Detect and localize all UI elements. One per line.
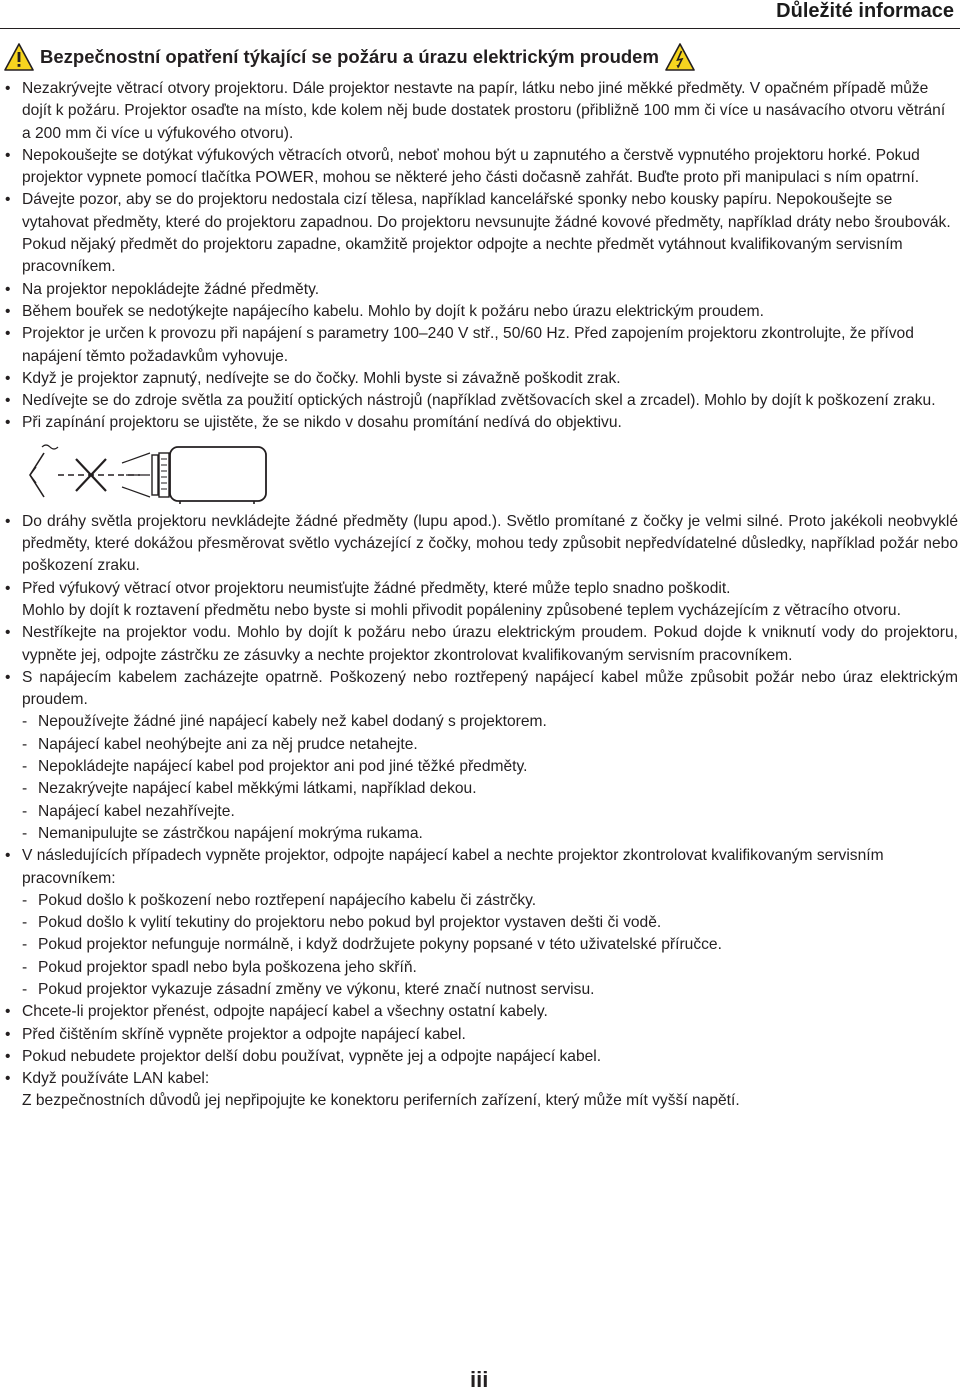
sub-list-item: - Pokud projektor nefunguje normálně, i když dodržujete pokyny popsané v této uživatelské příručce.: [22, 936, 722, 954]
sub-list-item: - Pokud došlo k poškození nebo roztřepení napájecího kabelu či zástrčky.: [22, 891, 537, 909]
page-header-title: Důležité informace: [776, 0, 954, 22]
sub-list-item: - Nepoužívejte žádné jiné napájecí kabely než kabel dodaný s projektorem.: [22, 713, 547, 731]
list-item: • Když používáte LAN kabel:: [0, 1068, 958, 1090]
sub-list-item: - Napájecí kabel neohýbejte ani za něj prudce netahejte.: [22, 735, 418, 753]
list-item: • Když je projektor zapnutý, nedívejte se do čočky. Mohli byste si závažně poškodit zrak.: [0, 368, 958, 390]
list-item: • Nezakrývejte větrací otvory projektoru. Dále projektor nestavte na papír, látku nebo jiné měkké předměty. V opačném případě může dojít k požáru. Projektor osaďte na místo, kde kolem něj bude dostatek prostoru (přibližně 100 mm či více u nasávacího otvoru větrání a 200 mm či více u výfukového otvoru).: [0, 78, 958, 145]
lens-warning-illustration: [22, 441, 958, 509]
sub-list-item: - Napájecí kabel nezahřívejte.: [22, 802, 235, 820]
electric-shock-warning-icon: [665, 42, 695, 72]
sub-list-item: - Nepokládejte napájecí kabel pod projektor ani pod jiné těžké předměty.: [22, 758, 528, 776]
safety-content: [0, 78, 958, 1113]
list-item: • Do dráhy světla projektoru nevkládejte žádné předměty (lupu apod.). Světlo promítané z čočky je velmi silné. Proto jakékoli neobvyklé předměty, které dokážou přesměrovat světlo vycházející z čočky, mohou tedy způsobit nepředvídatelné důsledky, například požár nebo poškození zraku.: [0, 511, 958, 578]
sub-list-item: - Nezakrývejte napájecí kabel měkkými látkami, například dekou.: [22, 780, 477, 798]
list-item: • Během bouřek se nedotýkejte napájecího kabelu. Mohlo by dojít k požáru nebo úrazu elektrickým proudem.: [0, 301, 958, 323]
page-number: iii: [470, 1367, 489, 1392]
warning-triangle-icon: [4, 42, 34, 72]
sub-list-item: - Pokud projektor vykazuje zásadní změny ve výkonu, které značí nutnost servisu.: [22, 980, 595, 998]
list-item: • Projektor je určen k provozu při napájení s parametry 100‒240 V stř., 50/60 Hz. Před zapojením projektoru zkontrolujte, že přívod napájení těmto požadavkům vyhovuje.: [0, 323, 958, 368]
list-item: • Nestříkejte na projektor vodu. Mohlo by dojít k požáru nebo úrazu elektrickým proudem. Pokud dojde k vniknutí vody do projektoru, vypněte jej, odpojte zástrčku ze zásuvky a nechte projektor zkontrolovat kvalifikovaným servisním pracovníkem.: [0, 622, 958, 667]
list-item: • Dávejte pozor, aby se do projektoru nedostala cizí tělesa, například kancelářské sponky nebo kousky papíru. Nepokoušejte se vytahovat předměty, které do projektoru zapadnou. Do projektoru nevsunujte žádné kovové předměty, například dráty nebo šroubovák. Pokud nějaký předmět do projektoru zapadne, okamžitě projektor odpojte a nechte předmět vytáhnout kvalifikovaným servisním pracovníkem.: [0, 189, 958, 278]
list-item: • Nedívejte se do zdroje světla za použití optických nástrojů (například zvětšovacích skel a zrcadel). Mohlo by dojít k poškození zraku.: [0, 390, 958, 412]
list-item-continuation: Z bezpečnostních důvodů jej nepřipojujte ke konektoru periferních zařízení, který může mít vyšší napětí.: [22, 1092, 740, 1110]
sub-list-item: - Nemanipulujte se zástrčkou napájení mokrýma rukama.: [22, 824, 423, 842]
list-item: • Chcete-li projektor přenést, odpojte napájecí kabel a všechny ostatní kabely.: [0, 1001, 958, 1023]
section-title: Bezpečnostní opatření týkající se požáru a úrazu elektrickým proudem: [40, 46, 659, 67]
sub-list-item: - Pokud došlo k vylití tekutiny do projektoru nebo pokud byl projektor vystaven dešti či vodě.: [22, 914, 662, 932]
list-item-continuation: Mohlo by dojít k roztavení předmětu nebo byste si mohli přivodit popáleniny způsobené teplem vycházejícím z větracího otvoru.: [22, 601, 901, 619]
sub-list-item: - Pokud projektor spadl nebo byla poškozena jeho skříň.: [22, 958, 417, 976]
list-item: • V následujících případech vypněte projektor, odpojte napájecí kabel a nechte projektor zkontrolovat kvalifikovaným servisním pracovníkem:: [0, 845, 958, 890]
list-item: • Před výfukový větrací otvor projektoru neumisťujte žádné předměty, které může teplo snadno poškodit.: [0, 578, 958, 600]
header-divider: [0, 28, 960, 29]
list-item: • Pokud nebudete projektor delší dobu používat, vypněte jej a odpojte napájecí kabel.: [0, 1046, 958, 1068]
list-item: • S napájecím kabelem zacházejte opatrně. Poškozený nebo roztřepený napájecí kabel může způsobit požár nebo úraz elektrickým proudem.: [0, 667, 958, 712]
list-item: • Při zapínání projektoru se ujistěte, že se nikdo v dosahu promítání nedívá do objektivu.: [0, 412, 958, 434]
list-item: • Nepokoušejte se dotýkat výfukových větracích otvorů, neboť mohou být u zapnutého a čerstvě vypnutého projektoru horké. Pokud projektor vypnete pomocí tlačítka POWER, mohou se některé jeho části dočasně zahřát. Buďte proto při manipulaci s ním opatrní.: [0, 145, 958, 190]
do-not-look-into-lens-icon: [22, 441, 272, 505]
list-item: • Na projektor nepokládejte žádné předměty.: [0, 279, 958, 301]
section-heading: [4, 40, 695, 74]
list-item: • Před čištěním skříně vypněte projektor a odpojte napájecí kabel.: [0, 1024, 958, 1046]
